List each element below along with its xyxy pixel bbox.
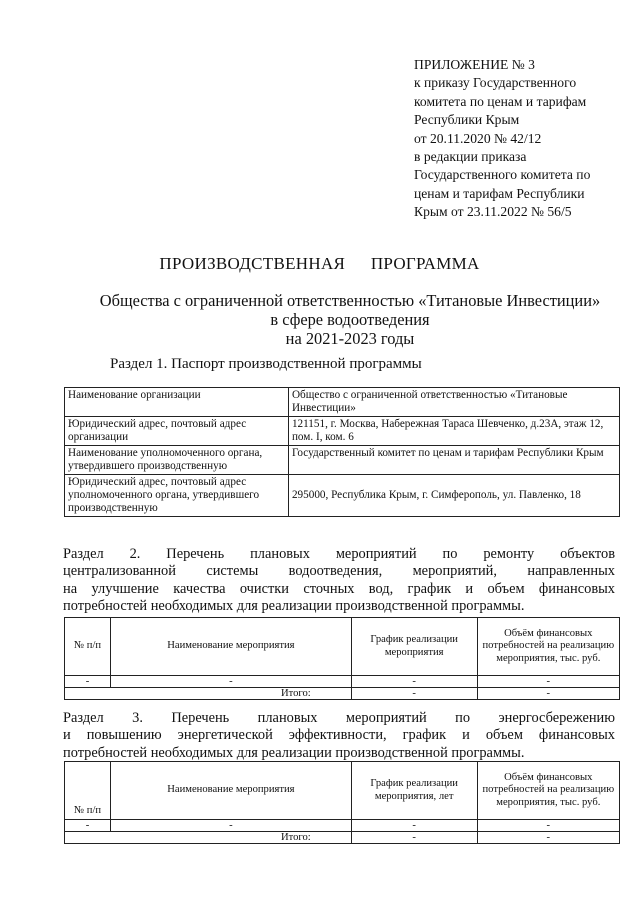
header-num: № п/п xyxy=(65,618,111,676)
section3-line: и повышению энергетической эффективности, график и объем финансовых xyxy=(63,727,615,744)
table-row xyxy=(65,820,620,832)
section2-text xyxy=(63,546,615,616)
section2-line: централизованной системы водоотведения, мероприятий, направленных xyxy=(63,563,615,580)
total-schedule: - xyxy=(351,688,477,700)
passport-label: Юридический адрес, почтовый адрес уполномоченного органа, утвердившего производственную xyxy=(65,475,289,517)
total-label: Итого: xyxy=(65,688,352,700)
section3-text xyxy=(63,710,615,762)
header-name: Наименование мероприятия xyxy=(111,618,352,676)
table-header-row xyxy=(65,618,620,676)
appendix-line: Крым от 23.11.2022 № 56/5 xyxy=(414,204,572,220)
appendix-line: от 20.11.2020 № 42/12 xyxy=(414,130,542,146)
total-schedule: - xyxy=(351,832,477,844)
table-row xyxy=(65,446,620,475)
cell-name: - xyxy=(111,820,352,832)
cell-name: - xyxy=(111,676,352,688)
section3-table xyxy=(64,761,620,844)
section2-line: на улучшение качества очистки сточных вод, график и объем финансовых xyxy=(63,580,615,597)
passport-label: Наименование организации xyxy=(65,388,289,417)
passport-value: 121151, г. Москва, Набережная Тараса Шевченко, д.23А, этаж 12, пом. I, ком. 6 xyxy=(288,417,619,446)
cell-schedule: - xyxy=(351,676,477,688)
table-total-row xyxy=(65,688,620,700)
header-finance: Объём финансовых потребностей на реализацию мероприятия, тыс. руб. xyxy=(477,618,619,676)
passport-value: Общество с ограниченной ответственностью «Титановые Инвестиции» xyxy=(288,388,619,417)
passport-value: Государственный комитет по ценам и тарифам Республики Крым xyxy=(288,446,619,475)
header-name: Наименование мероприятия xyxy=(111,762,352,820)
table-row xyxy=(65,388,620,417)
appendix-header xyxy=(414,56,619,222)
table-row xyxy=(65,475,620,517)
cell-finance: - xyxy=(477,820,619,832)
passport-label: Юридический адрес, почтовый адрес организации xyxy=(65,417,289,446)
total-finance: - xyxy=(477,688,619,700)
appendix-line: ПРИЛОЖЕНИЕ № 3 xyxy=(414,57,535,72)
appendix-line: комитета по ценам и тарифам xyxy=(414,93,587,109)
cell-finance: - xyxy=(477,676,619,688)
header-num: № п/п xyxy=(65,762,111,820)
appendix-line: ценам и тарифам Республики xyxy=(414,185,585,201)
subtitle-line: на 2021-2023 годы xyxy=(285,329,415,348)
appendix-line: в редакции приказа xyxy=(414,149,527,165)
passport-label: Наименование уполномоченного органа, утвердившего производственную xyxy=(65,446,289,475)
header-schedule: График реализации мероприятия xyxy=(351,618,477,676)
section3-line: Раздел 3. Перечень плановых мероприятий по энергосбережению xyxy=(63,710,615,726)
passport-table xyxy=(64,387,620,517)
table-row xyxy=(65,417,620,446)
header-schedule: График реализации мероприятия, лет xyxy=(351,762,477,820)
appendix-line: к приказу Государственного xyxy=(414,75,577,91)
total-label: Итого: xyxy=(65,832,352,844)
table-header-row xyxy=(65,762,620,820)
total-finance: - xyxy=(477,832,619,844)
section2-table xyxy=(64,617,620,700)
subtitle-line: Общества с ограниченной ответственностью «Титановые Инвестиции» xyxy=(99,291,601,310)
subtitle-line: в сфере водоотведения xyxy=(270,310,430,329)
cell-num: - xyxy=(65,820,111,832)
table-row xyxy=(65,676,620,688)
document-title: ПРОИЗВОДСТВЕННАЯ ПРОГРАММА xyxy=(159,254,480,273)
cell-schedule: - xyxy=(351,820,477,832)
header-finance: Объём финансовых потребностей на реализацию мероприятия, тыс. руб. xyxy=(477,762,619,820)
cell-num: - xyxy=(65,676,111,688)
document-subtitle xyxy=(60,291,639,348)
section2-line: Раздел 2. Перечень плановых мероприятий по ремонту объектов xyxy=(63,546,615,562)
section3-line: потребностей необходимых для реализации производственной программы. xyxy=(63,744,525,761)
appendix-line: Государственного комитета по xyxy=(414,167,591,183)
appendix-line: Республики Крым xyxy=(414,112,520,128)
section1-title: Раздел 1. Паспорт производственной программы xyxy=(110,356,422,372)
passport-value: 295000, Республика Крым, г. Симферополь, ул. Павленко, 18 xyxy=(288,475,619,517)
section2-line: потребностей необходимых для реализации производственной программы. xyxy=(63,598,525,615)
table-total-row xyxy=(65,832,620,844)
